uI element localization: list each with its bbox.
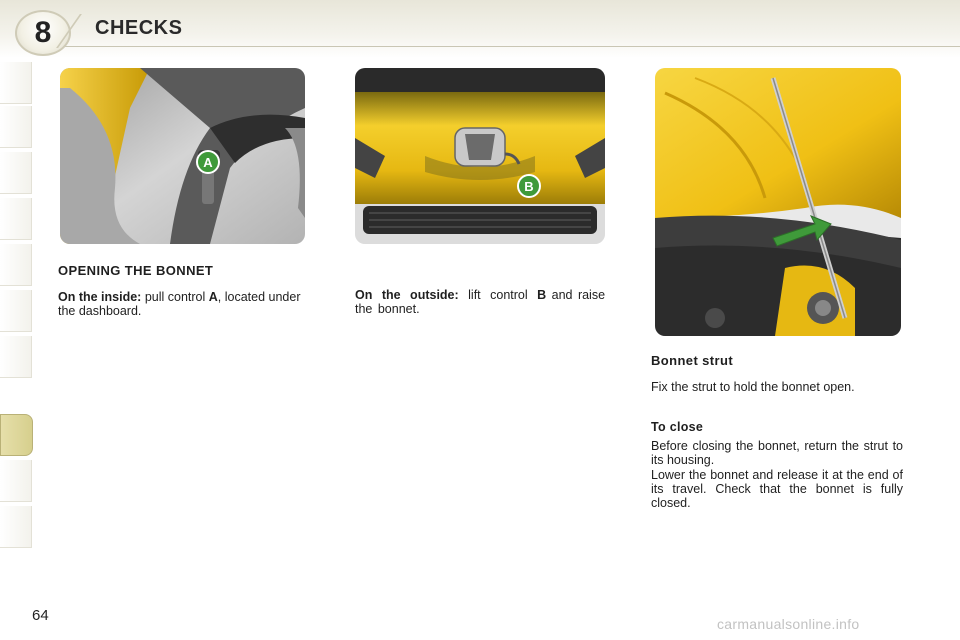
chapter-tab-5[interactable] — [0, 244, 32, 286]
chapter-tabs — [0, 62, 34, 577]
illustration-inside-release — [60, 68, 305, 244]
to-close-heading: To close — [651, 420, 704, 434]
chapter-tab-7[interactable] — [0, 336, 32, 378]
chapter-tab-9[interactable] — [0, 460, 32, 502]
watermark: carmanualsonline.info — [717, 616, 860, 632]
chapter-tab-10[interactable] — [0, 506, 32, 548]
outside-text-1: lift control — [458, 288, 538, 302]
outside-instructions — [355, 288, 607, 316]
close-instructions-1: Before closing the bonnet, return the strut to its housing. — [651, 439, 903, 467]
header-divider — [60, 46, 960, 47]
outside-control-letter: B — [537, 288, 547, 302]
inside-instructions — [58, 290, 310, 318]
close-instructions-2: Lower the bonnet and release it at the end of its travel. Check that the bonnet is fully closed. — [651, 468, 903, 510]
chapter-tab-3[interactable] — [0, 152, 32, 194]
section-title-strut: Bonnet strut — [651, 353, 734, 368]
page-number: 64 — [32, 607, 49, 624]
control-b-marker: B — [524, 179, 534, 194]
illustration-bonnet-strut — [655, 68, 901, 336]
outside-text-2: and raise the bonnet. — [355, 288, 606, 316]
chapter-tab-6[interactable] — [0, 290, 32, 332]
strut-instructions: Fix the strut to hold the bonnet open. — [651, 380, 855, 394]
inside-text-2: , located under the dashboard. — [58, 290, 301, 318]
section-title-opening: OPENING THE BONNET — [58, 263, 214, 278]
chapter-tab-1[interactable] — [0, 62, 32, 104]
inside-label: On the inside: — [58, 290, 142, 304]
inside-text-1: pull control — [141, 290, 209, 304]
illustration-outside-release — [355, 68, 605, 244]
outside-label: On the outside: — [355, 288, 459, 302]
chapter-number-badge: 8 — [15, 10, 71, 56]
inside-control-letter: A — [208, 290, 218, 304]
chapter-tab-8-active[interactable] — [0, 414, 33, 456]
chapter-tab-4[interactable] — [0, 198, 32, 240]
chapter-title: CHECKS — [95, 17, 183, 39]
control-a-marker: A — [203, 155, 213, 170]
chapter-tab-2[interactable] — [0, 106, 32, 148]
